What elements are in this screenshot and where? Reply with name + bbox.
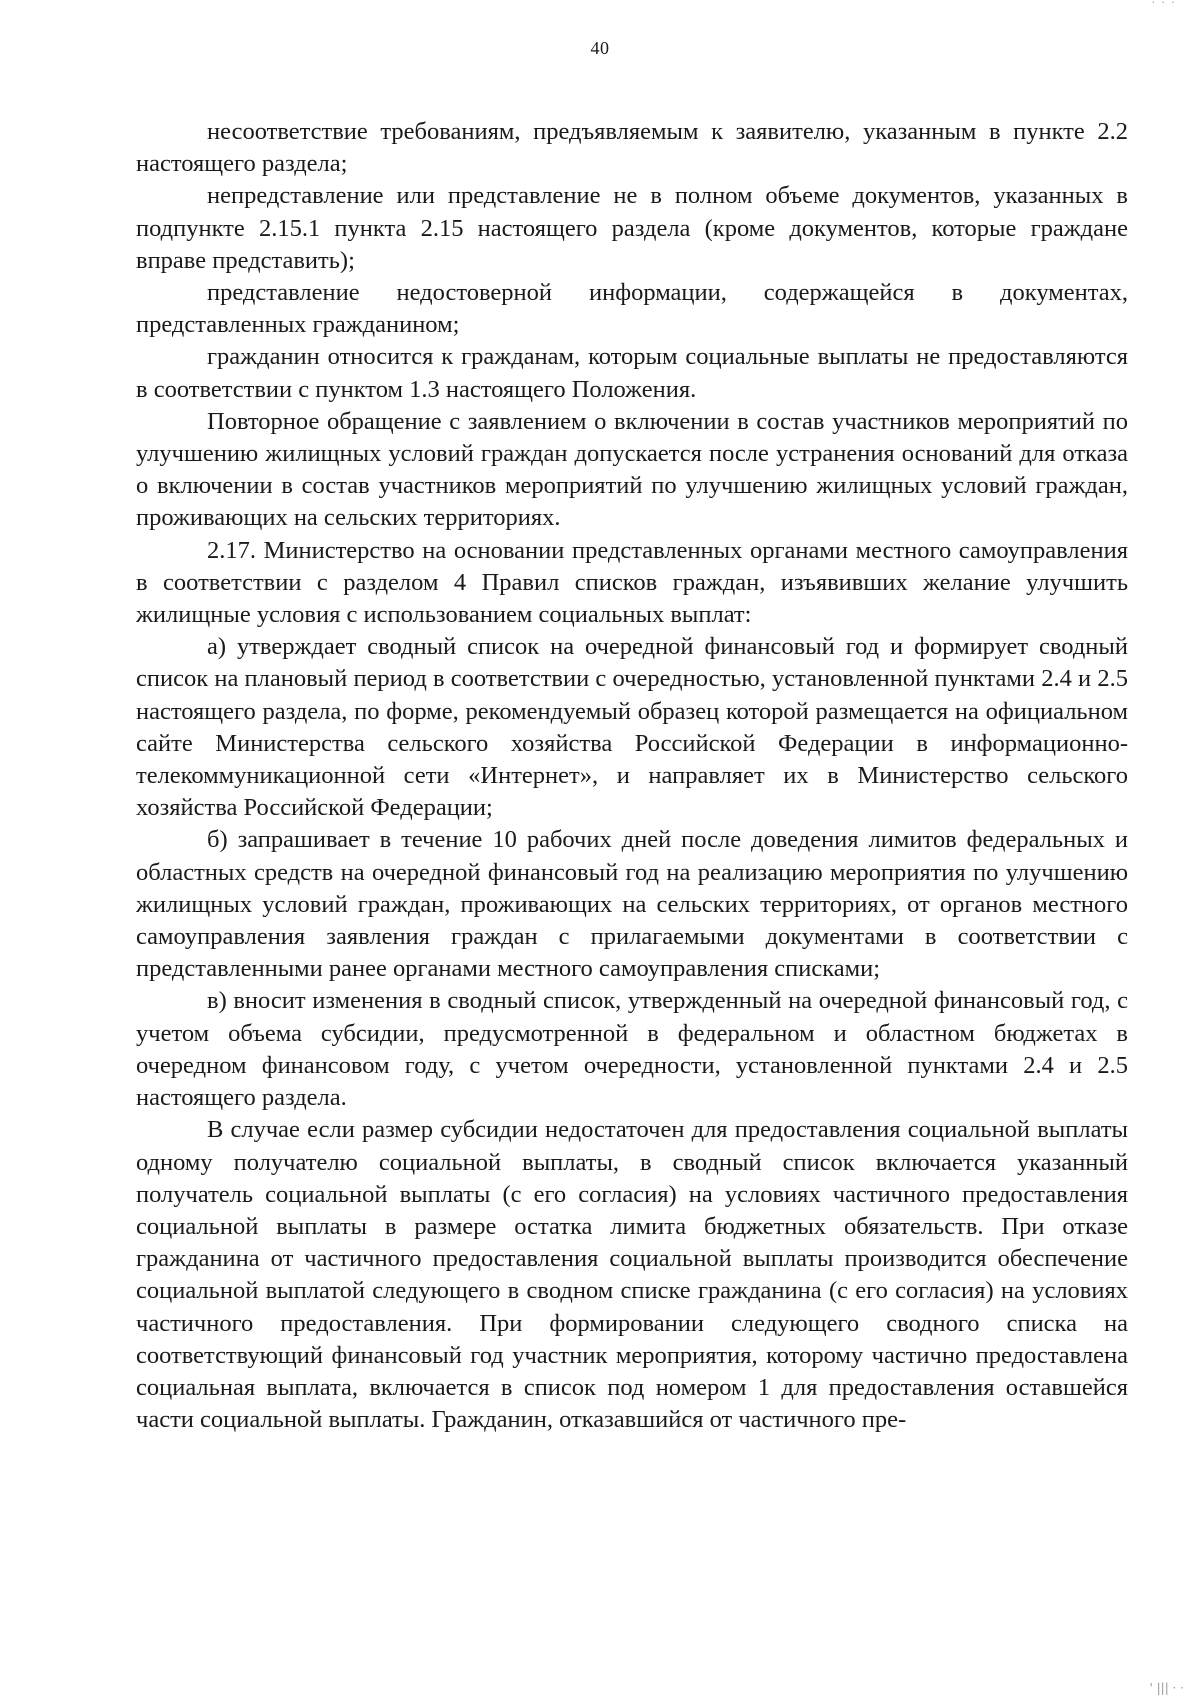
scan-mark-bottom: ' ||| · · xyxy=(1149,1681,1184,1695)
paragraph-2: непредставление или представление не в полном объеме документов, указанных в подпункте 2.15.1 пункта 2.15 настоящего раздела (кроме документов, которые граждане вправе представить); xyxy=(136,182,1128,274)
paragraph-8: б) запрашивает в течение 10 рабочих дней после доведения лимитов федеральных и областных средств на очередной финансовый год на реализацию мероприятия по улучшению жилищных условий граждан, проживающих на сельских территориях, от органов местного самоуправления заявления граждан с прилагаемыми документами в соответствии с представленными ранее органами местного самоуправления списками; xyxy=(136,826,1128,983)
scan-mark-top: ˙ ˙ ˙ xyxy=(1150,0,1176,14)
paragraph-5: Повторное обращение с заявлением о включении в состав участников мероприятий по улучшению жилищных условий граждан допускается после устранения оснований для отказа о включении в состав участников мероприятий по улучшению жилищных условий граждан, проживающих на сельских территориях. xyxy=(136,407,1128,532)
paragraph-3: представление недостоверной информации, содержащейся в документах, представленных гражданином; xyxy=(136,279,1128,339)
paragraph-1: несоответствие требованиям, предъявляемым к заявителю, указанным в пункте 2.2 настоящего раздела; xyxy=(136,118,1128,178)
paragraph-9: в) вносит изменения в сводный список, утвержденный на очередной финансовый год, с учетом объема субсидии, предусмотренной в федеральном и областном бюджетах в очередном финансовом году, с учетом очередности, установленной пунктами 2.4 и 2.5 настоящего раздела. xyxy=(136,987,1128,1112)
page-number: 40 xyxy=(590,38,610,58)
paragraph-7: а) утверждает сводный список на очередной финансовый год и формирует сводный список на плановый период в соответствии с очередностью, установленной пунктами 2.4 и 2.5 настоящего раздела, по форме, рекомендуемый образец которой размещается на официальном сайте Министерства сельского хозяйства Российской Федерации в информационно-телекоммуникационной сети «Интернет», и направляет их в Министерство сельского хозяйства Российской Федерации; xyxy=(136,633,1128,822)
paragraph-10: В случае если размер субсидии недостаточен для предоставления социальной выплаты одному получателю социальной выплаты, в сводный список включается указанный получатель социальной выплаты (с его согласия) на условиях частичного предоставления социальной выплаты в размере остатка лимита бюджетных обязательств. При отказе гражданина от частичного предоставления социальной выплаты производится обеспечение социальной выплатой следующего в сводном списке гражданина (с его согласия) на условиях частичного предоставления. При формировании следующего сводного списка на соответствующий финансовый год участник мероприятия, которому частично предоставлена социальная выплата, включается в список под номером 1 для предоставления оставшейся части социальной выплаты. Гражданин, отказавшийся от частичного пре- xyxy=(136,1116,1128,1434)
document-body xyxy=(136,116,1128,1436)
paragraph-6: 2.17. Министерство на основании представленных органами местного самоуправления в соответствии с разделом 4 Правил списков граждан, изъявивших желание улучшить жилищные условия с использованием социальных выплат: xyxy=(136,536,1128,629)
paragraph-4: гражданин относится к гражданам, которым социальные выплаты не предоставляются в соответствии с пунктом 1.3 настоящего Положения. xyxy=(136,343,1128,403)
